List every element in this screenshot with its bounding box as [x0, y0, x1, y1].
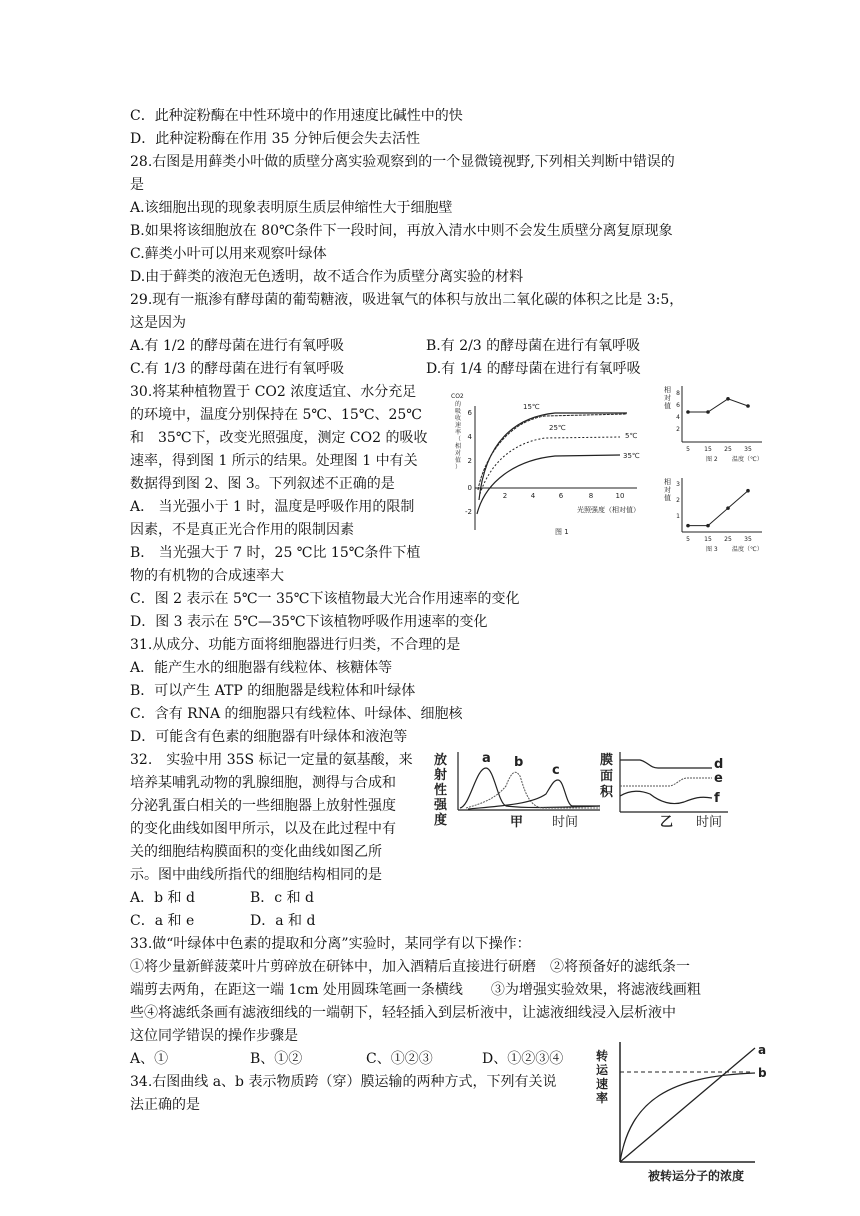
text-line: 端剪去两角，在距这一端 1cm 处用圆珠笔画一条横线 ③为增强实验效果，将滤液线画粗 [130, 982, 701, 998]
data-point [706, 410, 710, 414]
x-axis-label: 时间 [696, 815, 723, 830]
curve-label-a: a [758, 1043, 767, 1057]
text-line: 速率，得到图 1 所示的结果。处理图 1 中有关 [130, 453, 418, 469]
x-tick-label: 15 [704, 536, 712, 543]
y-axis-label: 膜 [600, 753, 614, 768]
y-axis-label: 吸 [455, 408, 462, 415]
y-axis-label: 速 [455, 422, 462, 429]
option-b: B．c 和 d [250, 890, 314, 906]
curve-label-e: e [714, 771, 723, 786]
curve-label-a: a [482, 751, 491, 766]
x-tick-label: 5 [686, 536, 690, 543]
question-29-stem: 29.现有一瓶渗有酵母菌的葡萄糖液，吸进氧气的体积与放出二氧化碳的体积之比是 3:5， [130, 292, 684, 308]
text-line: 示。图中曲线所指代的细胞结构相同的是 [130, 867, 382, 883]
y-axis-label: 速 [596, 1077, 609, 1091]
x-tick-label: 35 [744, 446, 752, 453]
x-axis-label: 温度（℃） [732, 546, 763, 553]
y-tick-label: 0 [467, 484, 472, 492]
option-a: A.该细胞出现的现象表明原生质层伸缩性大于细胞壁 [130, 200, 453, 216]
text-line: ①将少量新鲜菠菜叶片剪碎放在研钵中，加入酒精后直接进行研磨 ②将预备好的滤纸条一 [130, 959, 690, 975]
question-30-stem: 30.将某种植物置于 CO2 浓度适宜、水分充足 [130, 384, 417, 400]
y-axis-label: 率 [596, 1091, 609, 1105]
text-line: 关的细胞结构膜面积的变化曲线如图乙所 [130, 844, 382, 860]
option-d: D.由于藓类的液泡无色透明，故不适合作为质壁分离实验的材料 [130, 269, 524, 285]
figure-caption: 图 3 [706, 546, 718, 553]
y-tick-label: 3 [676, 481, 680, 488]
y-tick-label: 2 [467, 457, 472, 465]
curve-b [466, 772, 600, 808]
y-axis-label: 值 [455, 457, 462, 464]
curve-b [620, 1073, 755, 1162]
option-c: C、①②③ [366, 1051, 433, 1067]
y-axis-label: 收 [455, 415, 462, 422]
option-d: D.有 1/4 的酵母菌在进行有氧呼吸 [426, 361, 641, 377]
y-axis-label: 对 [664, 394, 671, 402]
y-tick-label: 2 [676, 426, 680, 433]
y-tick-label: 4 [467, 433, 472, 441]
curve-label-b: b [758, 1066, 767, 1080]
figure-caption: 甲 [510, 815, 524, 830]
y-axis-label: 相 [455, 443, 462, 450]
data-point [746, 404, 750, 408]
x-axis-label: 时间 [552, 815, 579, 830]
data-point [706, 524, 710, 528]
question-33-stem: 33.做“叶绿体中色素的提取和分离”实验时，某同学有以下操作： [130, 936, 531, 952]
curve-label-5c: 5℃ [625, 432, 638, 440]
option-d: D．图 3 表示在 5℃—35℃下该植物呼吸作用速率的变化 [130, 614, 488, 630]
x-axis-label: 光照强度（相对值） [577, 506, 640, 514]
question-31-stem: 31.从成分、功能方面将细胞器进行归类，不合理的是 [130, 637, 461, 653]
figure-caption: 图 1 [555, 528, 569, 536]
question-28-stem: 28.右图是用藓类小叶做的质壁分离实验观察到的一个显微镜视野,下列相关判断中错误的 [130, 154, 675, 170]
text-line: 些④将滤纸条画有滤液细线的一端朝下，轻轻插入到层析液中，让滤液细线浸入层析液中 [130, 1005, 676, 1021]
curve-label-15c: 15℃ [523, 403, 540, 411]
y-axis-label: 转 [596, 1049, 609, 1063]
x-tick-label: 8 [588, 492, 594, 500]
figure-3-chart [662, 474, 772, 560]
text-line: 分泌乳蛋白相关的一些细胞器上放射性强度 [130, 798, 396, 814]
x-tick-label: 25 [724, 446, 732, 453]
question-34-stem: 34.右图曲线 a、b 表示物质跨（穿）膜运输的两种方式，下列有关说 [130, 1074, 557, 1090]
text-line: 培养某哺乳动物的乳腺细胞，测得与合成和 [130, 775, 396, 791]
x-tick-label: 15 [704, 446, 712, 453]
y-axis-label: 相 [664, 386, 671, 394]
y-tick-label: 8 [676, 390, 680, 397]
curve-c [468, 780, 600, 809]
y-axis-label: ） [455, 464, 462, 471]
option-d: D．a 和 d [250, 913, 316, 929]
x-tick-label: 6 [558, 492, 564, 500]
y-tick-label: 6 [467, 409, 472, 417]
text-line: 的变化曲线如图甲所示，以及在此过程中有 [130, 821, 396, 837]
y-tick-label: 1 [676, 513, 680, 520]
figure-yi-membrane-area-chart [600, 748, 735, 830]
question-32-stem: 32. 实验中用 35S 标记一定量的氨基酸，来 [130, 752, 413, 768]
y-axis-label: 的 [455, 401, 462, 408]
data-point [686, 524, 690, 528]
text-line: 的环境中，温度分别保持在 5℃、15℃、25℃ [130, 407, 422, 423]
curve-d [620, 760, 712, 768]
y-tick-label: 6 [676, 402, 680, 409]
data-point [726, 506, 730, 510]
option-b: B.如果将该细胞放在 80℃条件下一段时间，再放入清水中则不会发生质壁分离复原现象 [130, 223, 673, 239]
option-b: B．可以产生 ATP 的细胞器是线粒体和叶绿体 [130, 683, 416, 699]
data-line [688, 491, 748, 526]
text-line: D．此种淀粉酶在作用 35 分钟后便会失去活性 [130, 131, 420, 147]
y-axis-label: 面 [600, 769, 614, 784]
option-c: C．a 和 e [130, 913, 195, 929]
text-line: C．此种淀粉酶在中性环境中的作用速度比碱性中的快 [130, 108, 463, 124]
option-b: B、①② [250, 1051, 303, 1067]
y-axis-label: 强 [434, 798, 448, 813]
option-c: C．图 2 表示在 5℃一 35℃下该植物最大光合作用速率的变化 [130, 591, 520, 607]
option-a: A．b 和 d [130, 890, 195, 906]
figure-caption: 乙 [660, 815, 674, 830]
option-c: C.藓类小叶可以用来观察叶绿体 [130, 246, 327, 262]
option-a: A． 当光强小于 1 时，温度是呼吸作用的限制 [130, 499, 415, 515]
y-axis-label: 度 [434, 813, 448, 828]
x-axis-label: 温度（℃） [732, 456, 763, 463]
curve-label-35c: 35℃ [623, 452, 640, 460]
x-tick-label: 4 [530, 492, 536, 500]
y-axis-label: 对 [455, 450, 462, 457]
y-axis-label: CO2 [451, 393, 464, 400]
text-line: 是 [130, 177, 144, 193]
data-point [746, 489, 750, 493]
text-line: 物的有机物的合成速率大 [130, 568, 284, 584]
y-tick-label: 4 [676, 414, 680, 421]
x-axis-label: 被转运分子的浓度 [648, 1169, 745, 1183]
option-b: B.有 2/3 的酵母菌在进行有氧呼吸 [426, 338, 641, 354]
x-tick-label: 10 [615, 492, 625, 500]
data-point [686, 410, 690, 414]
y-axis-label: 放 [434, 753, 448, 768]
curve-label-c: c [552, 763, 560, 778]
y-axis-label: 值 [664, 402, 671, 410]
option-c: C.有 1/3 的酵母菌在进行有氧呼吸 [130, 361, 345, 377]
curve-a [620, 1048, 755, 1162]
y-axis-label: 积 [600, 785, 614, 800]
figure-jia-radioactivity-chart [432, 748, 602, 830]
text-line: 和 35℃下，改变光照强度，测定 CO2 的吸收 [130, 430, 428, 446]
curve-f [620, 791, 712, 803]
option-c: C．含有 RNA 的细胞器只有线粒体、叶绿体、细胞核 [130, 706, 463, 722]
figure-1-co2-absorption-chart [445, 382, 645, 542]
y-axis-label: 性 [434, 783, 448, 798]
text-line: 法正确的是 [130, 1097, 200, 1113]
text-line: 因素，不是真正光合作用的限制因素 [130, 522, 354, 538]
x-tick-label: 25 [724, 536, 732, 543]
option-a: A、① [130, 1051, 169, 1067]
curve-label-d: d [714, 757, 724, 772]
figure-34-transport-rate-chart [590, 1040, 780, 1185]
x-tick-label: 2 [502, 492, 508, 500]
curve-a [460, 768, 600, 808]
option-a: A．能产生水的细胞器有线粒体、核糖体等 [130, 660, 393, 676]
option-d: D、①②③④ [482, 1051, 564, 1067]
y-tick-label: 2 [676, 497, 680, 504]
option-a: A.有 1/2 的酵母菌在进行有氧呼吸 [130, 338, 344, 354]
figure-caption: 图 2 [706, 456, 718, 463]
curve-e [620, 778, 712, 786]
text-line: 这位同学错误的操作步骤是 [130, 1028, 298, 1044]
y-axis-label: 值 [664, 494, 671, 502]
y-axis-label: （ [455, 436, 462, 443]
text-line: 数据得到图 2、图 3。下列叙述不正确的是 [130, 476, 395, 492]
curve-5c [480, 437, 620, 494]
y-axis-label: 率 [455, 429, 462, 436]
data-line [688, 399, 748, 412]
y-tick-label: -2 [465, 508, 472, 516]
option-b: B． 当光强大于 7 时，25 ℃比 15℃条件下植 [130, 545, 421, 561]
x-tick-label: 5 [686, 446, 690, 453]
curve-label-25c: 25℃ [549, 424, 566, 432]
y-axis-label: 相 [664, 478, 671, 486]
curve-label-f: f [714, 791, 720, 806]
data-point [726, 397, 730, 401]
y-axis-label: 运 [596, 1063, 609, 1077]
text-line: 这是因为 [130, 315, 186, 331]
y-axis-label: 对 [664, 486, 671, 494]
y-axis-label: 射 [434, 768, 448, 783]
x-tick-label: 35 [744, 536, 752, 543]
curve-label-b: b [514, 755, 524, 770]
option-d: D．可能含有色素的细胞器有叶绿体和液泡等 [130, 729, 408, 745]
figure-2-chart [662, 382, 772, 466]
